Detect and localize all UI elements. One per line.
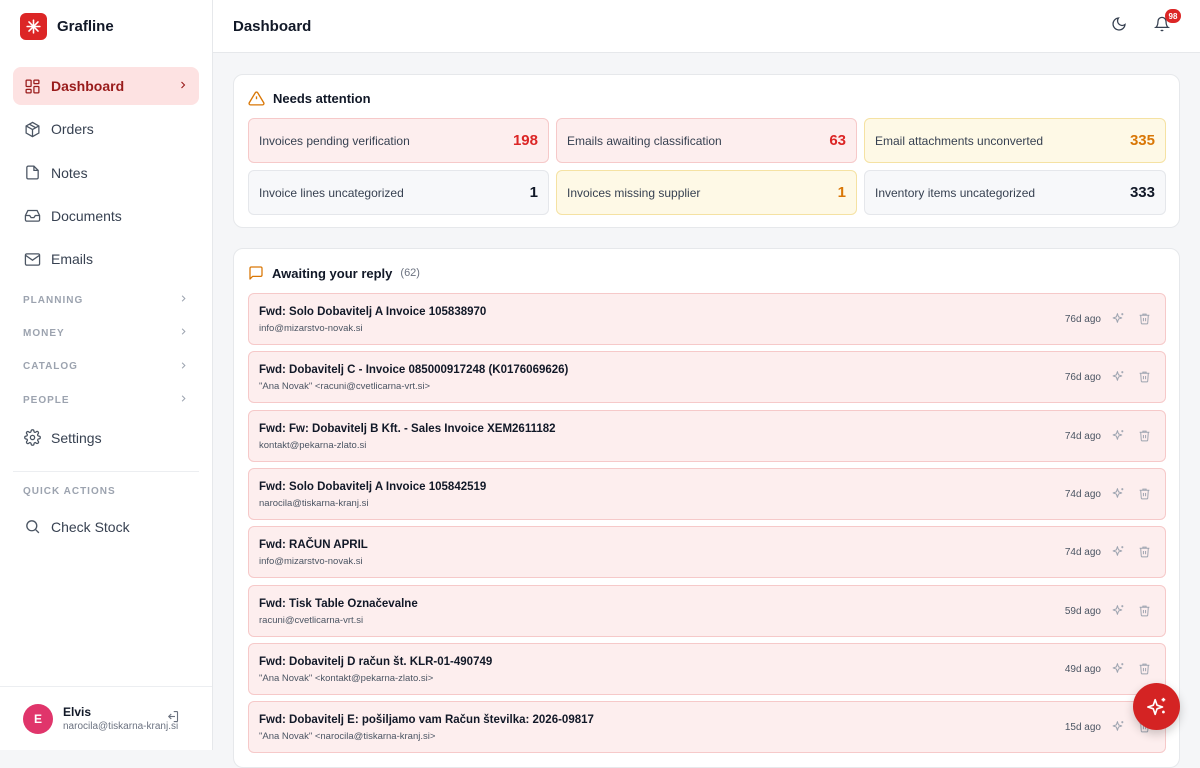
notifications-button[interactable] bbox=[1151, 11, 1178, 37]
email-age: 74d ago bbox=[1064, 430, 1101, 442]
sidebar-item-orders[interactable] bbox=[13, 110, 199, 148]
sidebar-section-label: PEOPLE bbox=[23, 394, 70, 406]
sidebar-section-label: PLANNING bbox=[23, 294, 84, 306]
email-age: 49d ago bbox=[1064, 663, 1101, 675]
sidebar-section-planning[interactable] bbox=[13, 283, 199, 316]
sparkles-icon[interactable] bbox=[1112, 604, 1125, 622]
warning-icon bbox=[248, 90, 265, 107]
divider bbox=[13, 471, 199, 472]
box-icon bbox=[23, 120, 41, 138]
notification-badge: 98 bbox=[1165, 9, 1181, 23]
quick-action-label: Check Stock bbox=[51, 518, 130, 535]
gear-icon bbox=[23, 429, 41, 447]
logout-icon[interactable] bbox=[165, 709, 180, 729]
stat-email-attachments-unconverted[interactable] bbox=[864, 118, 1166, 163]
email-row[interactable] bbox=[248, 410, 1166, 462]
sidebar-item-label: Orders bbox=[51, 121, 94, 138]
email-row[interactable] bbox=[248, 526, 1166, 578]
sidebar-item-notes[interactable] bbox=[13, 154, 199, 192]
attention-stats bbox=[248, 118, 1166, 215]
user-email: narocila@tiskarna-kranj.si bbox=[63, 721, 179, 732]
chevron-right-icon bbox=[178, 393, 189, 407]
sidebar-item-dashboard[interactable] bbox=[13, 67, 199, 105]
awaiting-reply-count: (62) bbox=[400, 267, 420, 279]
email-subject: Fwd: RAČUN APRIL bbox=[259, 539, 368, 552]
trash-icon[interactable] bbox=[1138, 662, 1151, 680]
avatar: E bbox=[23, 704, 53, 734]
sidebar-item-emails[interactable] bbox=[13, 240, 199, 278]
stat-value: 1 bbox=[529, 184, 538, 201]
stat-value: 333 bbox=[1129, 184, 1155, 201]
email-subject: Fwd: Tisk Table Označevalne bbox=[259, 597, 418, 610]
chevron-right-icon bbox=[178, 360, 189, 374]
email-row[interactable] bbox=[248, 351, 1166, 403]
chevron-right-icon bbox=[177, 78, 189, 94]
trash-icon[interactable] bbox=[1138, 312, 1151, 330]
sparkles-icon[interactable] bbox=[1112, 720, 1125, 738]
awaiting-reply-card bbox=[233, 248, 1180, 768]
email-age: 76d ago bbox=[1064, 314, 1101, 325]
email-subject: Fwd: Dobavitelj C - Invoice 085000917248 (K0176069626) bbox=[259, 364, 569, 377]
sidebar-nav bbox=[13, 67, 199, 551]
sidebar-section-label: CATALOG bbox=[23, 361, 78, 373]
sidebar-item-documents[interactable] bbox=[13, 197, 199, 235]
sidebar-section-label: MONEY bbox=[23, 327, 65, 339]
stat-value: 198 bbox=[512, 132, 538, 149]
sidebar-section-catalog[interactable] bbox=[13, 350, 199, 383]
page-title: Dashboard bbox=[233, 17, 312, 35]
email-subject: Fwd: Dobavitelj D račun št. KLR-01-490749 bbox=[259, 655, 493, 668]
stat-label: Inventory items uncategorized bbox=[875, 185, 1036, 200]
sparkles-icon[interactable] bbox=[1112, 545, 1125, 563]
awaiting-reply-title: Awaiting your reply bbox=[272, 265, 393, 281]
email-sender: "Ana Novak" <racuni@cvetlicarna-vrt.si> bbox=[259, 381, 431, 393]
sidebar-item-label: Dashboard bbox=[51, 78, 125, 94]
sidebar-item-label: Settings bbox=[51, 429, 102, 446]
sparkles-icon[interactable] bbox=[1112, 429, 1125, 447]
email-age: 76d ago bbox=[1064, 372, 1101, 384]
email-sender: info@mizarstvo-novak.si bbox=[259, 556, 363, 568]
sparkles-icon[interactable] bbox=[1112, 487, 1125, 505]
email-sender: racuni@cvetlicarna-vrt.si bbox=[259, 614, 364, 626]
email-sender: narocila@tiskarna-kranj.si bbox=[259, 497, 369, 509]
stat-value: 63 bbox=[829, 132, 846, 149]
stat-label: Invoice lines uncategorized bbox=[259, 185, 404, 200]
note-icon bbox=[23, 164, 41, 182]
email-row[interactable] bbox=[248, 293, 1166, 345]
stat-invoices-pending-verification[interactable] bbox=[248, 118, 549, 163]
quick-action-check-stock[interactable] bbox=[13, 508, 199, 546]
sparkles-icon[interactable] bbox=[1112, 312, 1125, 330]
stat-value: 1 bbox=[837, 184, 846, 201]
sidebar-section-money[interactable] bbox=[13, 317, 199, 350]
stat-inventory-items-uncategorized[interactable] bbox=[864, 170, 1166, 215]
email-age: 15d ago bbox=[1064, 722, 1101, 734]
stat-label: Email attachments unconverted bbox=[875, 133, 1044, 148]
message-icon bbox=[248, 265, 264, 281]
stat-value: 335 bbox=[1129, 132, 1155, 149]
email-subject: Fwd: Solo Dobavitelj A Invoice 105842519 bbox=[259, 480, 487, 493]
grafline-logo-icon bbox=[20, 13, 47, 40]
stat-label: Emails awaiting classification bbox=[567, 133, 722, 148]
theme-toggle-button[interactable] bbox=[1108, 15, 1130, 37]
moon-icon bbox=[1111, 16, 1127, 37]
user-profile[interactable] bbox=[0, 686, 212, 750]
email-sender: kontakt@pekarna-zlato.si bbox=[259, 439, 367, 451]
trash-icon[interactable] bbox=[1138, 370, 1151, 388]
mail-icon bbox=[23, 250, 41, 268]
ai-assistant-button[interactable] bbox=[1133, 683, 1180, 730]
email-age: 59d ago bbox=[1064, 605, 1101, 617]
email-sender: "Ana Novak" <narocila@tiskarna-kranj.si> bbox=[259, 731, 436, 743]
email-age: 74d ago bbox=[1064, 547, 1101, 559]
trash-icon[interactable] bbox=[1138, 429, 1151, 447]
card-header bbox=[248, 265, 420, 281]
chevron-right-icon bbox=[178, 326, 189, 340]
needs-attention-title: Needs attention bbox=[273, 91, 371, 106]
email-subject: Fwd: Dobavitelj E: pošiljamo vam Račun številka: 2026-09817 bbox=[259, 714, 594, 727]
email-row[interactable] bbox=[248, 585, 1166, 637]
sparkles-icon[interactable] bbox=[1112, 662, 1125, 680]
email-row[interactable] bbox=[248, 468, 1166, 520]
sparkles-icon bbox=[1146, 696, 1168, 718]
email-row[interactable] bbox=[248, 643, 1166, 695]
inbox-icon bbox=[23, 207, 41, 225]
stat-emails-awaiting-classification[interactable] bbox=[556, 118, 857, 163]
email-age: 74d ago bbox=[1064, 488, 1101, 500]
sidebar bbox=[0, 0, 213, 750]
sidebar-item-label: Notes bbox=[51, 164, 88, 181]
sidebar-item-label: Emails bbox=[51, 251, 94, 268]
chevron-right-icon bbox=[178, 293, 189, 307]
sidebar-item-label: Documents bbox=[51, 207, 122, 224]
needs-attention-card bbox=[233, 74, 1180, 228]
sidebar-section-people[interactable] bbox=[13, 383, 199, 416]
dashboard-icon bbox=[23, 77, 41, 95]
quick-actions-label: QUICK ACTIONS bbox=[23, 486, 116, 498]
top-bar bbox=[213, 0, 1200, 53]
stat-invoice-lines-uncategorized[interactable] bbox=[248, 170, 549, 215]
email-sender: "Ana Novak" <kontakt@pekarna-zlato.si> bbox=[259, 672, 434, 684]
trash-icon[interactable] bbox=[1138, 545, 1151, 563]
brand[interactable] bbox=[0, 0, 212, 53]
brand-name: Grafline bbox=[57, 18, 114, 35]
stat-label: Invoices pending verification bbox=[259, 133, 410, 148]
sparkles-icon[interactable] bbox=[1112, 370, 1125, 388]
email-subject: Fwd: Solo Dobavitelj A Invoice 105838970 bbox=[259, 306, 487, 318]
email-row[interactable] bbox=[248, 701, 1166, 753]
search-icon bbox=[23, 518, 41, 536]
trash-icon[interactable] bbox=[1138, 487, 1151, 505]
card-header bbox=[248, 90, 371, 107]
stat-label: Invoices missing supplier bbox=[567, 185, 701, 200]
sidebar-item-settings[interactable] bbox=[13, 419, 199, 457]
email-sender: info@mizarstvo-novak.si bbox=[259, 323, 363, 334]
stat-invoices-missing-supplier[interactable] bbox=[556, 170, 857, 215]
user-name: Elvis bbox=[63, 705, 92, 719]
trash-icon[interactable] bbox=[1138, 604, 1151, 622]
email-subject: Fwd: Fw: Dobavitelj B Kft. - Sales Invoice XEM2611182 bbox=[259, 422, 556, 435]
